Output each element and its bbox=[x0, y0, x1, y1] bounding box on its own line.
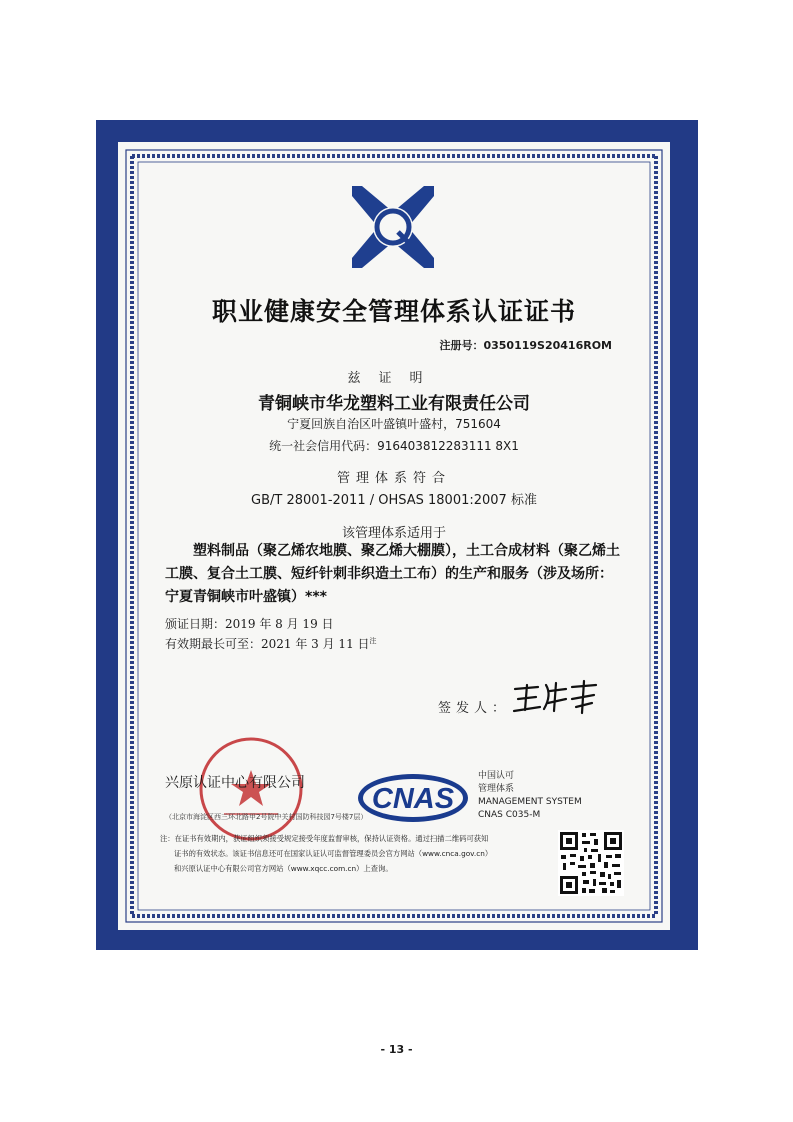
company-address: 宁夏回族自治区叶盛镇叶盛村，751604 bbox=[287, 417, 501, 431]
cnas-logo-icon bbox=[356, 772, 471, 824]
signer-label: 签发人： bbox=[438, 701, 511, 716]
cnas-line-4: CNAS C035-M bbox=[478, 810, 541, 820]
standard-name: GB/T 28001-2011 / OHSAS 18001:2007 标准 bbox=[251, 493, 537, 508]
certificate-title: 职业健康安全管理体系认证证书 bbox=[211, 297, 576, 326]
cnas-logo-text: CNAS bbox=[371, 783, 455, 815]
registration-number: 注册号：0350119S20416ROM bbox=[439, 339, 612, 352]
certification-scope: 塑料制品（聚乙烯农地膜、聚乙烯大棚膜），土工合成材料（聚乙烯土工膜、复合土工膜、短纤针刺非织造土工布）的生产和服务（涉及场所：宁夏青铜峡市叶盛镇）*** bbox=[165, 543, 620, 605]
expiry-date-line bbox=[165, 635, 377, 652]
note-line-1: 注：在证书有效期内，获证组织须接受规定接受年度监督审核，保持认证资格。通过扫描二维码可获知 bbox=[160, 834, 489, 843]
company-name: 青铜峡市华龙塑料工业有限责任公司 bbox=[258, 394, 530, 414]
certificate bbox=[118, 142, 670, 930]
expiry-date: 有效期最长可至：2021 年 3 月 11 日 bbox=[165, 637, 370, 651]
note-line-3: 和兴原认证中心有限公司官方网站（www.xqcc.com.cn）上查询。 bbox=[174, 864, 393, 873]
organization-address: （北京市海淀区西三环北路甲2号院中关村国防科技园7号楼7层） bbox=[165, 813, 368, 821]
certificate-frame bbox=[96, 120, 698, 950]
handwritten-signature bbox=[510, 677, 600, 717]
cnas-line-3: MANAGEMENT SYSTEM bbox=[478, 797, 582, 807]
conform-label: 管理体系符合 bbox=[336, 471, 451, 486]
expiry-note-mark: 注 bbox=[369, 637, 377, 645]
qr-code-icon bbox=[558, 830, 624, 896]
cnas-line-2: 管理体系 bbox=[478, 784, 515, 794]
credit-code: 统一社会信用代码：916403812283111 8X1 bbox=[269, 439, 519, 453]
cnas-line-1: 中国认可 bbox=[478, 771, 515, 781]
issue-date: 颁证日期：2019 年 8 月 19 日 bbox=[165, 617, 334, 631]
note-line-2: 证书的有效状态。该证书信息还可在国家认证认可监督管理委员会官方网站（www.cnca.gov.cn） bbox=[174, 849, 493, 858]
page-number: - 13 - bbox=[380, 1043, 413, 1056]
hereby-certify: 兹证明 bbox=[347, 371, 441, 386]
certification-logo-icon bbox=[348, 182, 438, 272]
issuing-organization: 兴原认证中心有限公司 bbox=[165, 775, 305, 791]
applies-label: 该管理体系适用于 bbox=[341, 526, 446, 541]
